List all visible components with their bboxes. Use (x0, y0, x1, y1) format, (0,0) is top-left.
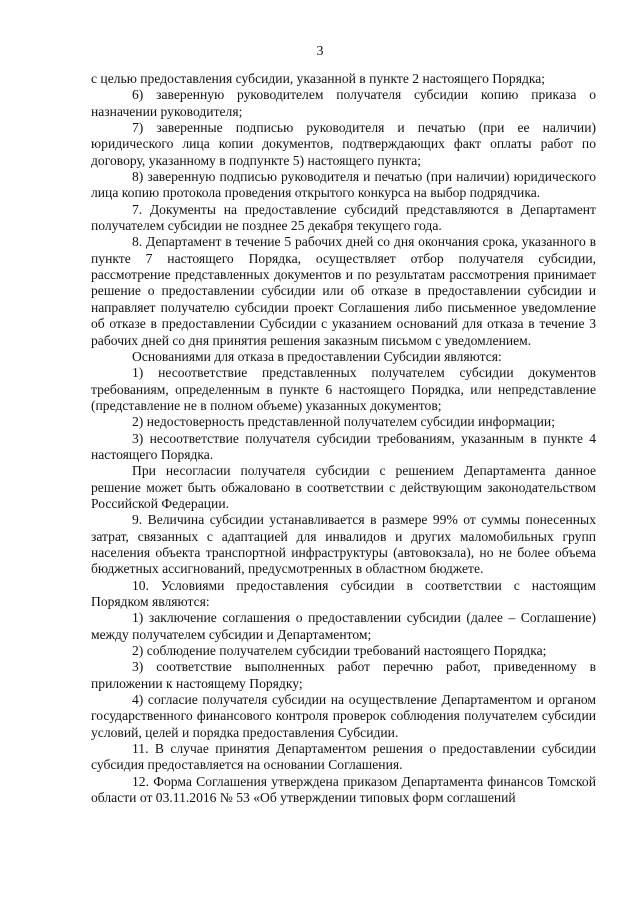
document-body (91, 71, 596, 806)
paragraph: 12. Форма Соглашения утверждена приказом Департамента финансов Томской области от 03.11.2016 № 53 «Об утверждении типовых форм соглашений (91, 773, 596, 806)
paragraph: 3) несоответствие получателя субсидии требованиям, указанным в пункте 4 настоящего Порядка. (91, 430, 596, 462)
paragraph: 1) несоответствие представленных получателем субсидии документов требованиям, определенным в пункте 6 настоящего Порядка, или непредставление (представление не в полном объеме) указанных документов; (91, 365, 596, 413)
paragraph: 9. Величина субсидии устанавливается в размере 99% от суммы понесенных затрат, связанных с адаптацией для инвалидов и других маломобильных групп населения объекта транспортной инфраструктуры (автовокзала), но не более объема бюджетных ассигнований, предусмотренных в областном бюджете. (91, 512, 596, 577)
paragraph: 6) заверенную руководителем получателя субсидии копию приказа о назначении руководителя; (91, 87, 596, 119)
paragraph: 11. В случае принятия Департаментом решения о предоставлении субсидии субсидия предоставляется на основании Соглашения. (91, 741, 596, 773)
paragraph: 8) заверенную подписью руководителя и печатью (при наличии) юридического лица копию протокола проведения открытого конкурса на выбор подрядчика. (91, 169, 596, 201)
paragraph: 4) согласие получателя субсидии на осуществление Департаментом и органом государственного финансового контроля проверок соблюдения получателем субсидии условий, целей и порядка предоставления Субсидии. (91, 692, 596, 740)
paragraph: 2) недостоверность представленной получателем субсидии информации; (132, 414, 555, 430)
paragraph: 7. Документы на предоставление субсидий представляются в Департамент получателем субсидии не позднее 25 декабря текущего года. (91, 201, 596, 234)
paragraph: с целью предоставления субсидии, указанной в пункте 2 настоящего Порядка; (91, 71, 546, 86)
paragraph: 7) заверенные подписью руководителя и печатью (при ее наличии) юридического лица копии документов, подтверждающих факт оплаты работ по договору, указанному в подпункте 5) настоящего пункта; (91, 120, 596, 168)
paragraph: 1) заключение соглашения о предоставлении субсидии (далее – Соглашение) между получателем субсидии и Департаментом; (91, 610, 596, 642)
paragraph: 10. Условиями предоставления субсидии в соответствии с настоящим Порядком являются: (91, 577, 596, 609)
paragraph: 3) соответствие выполненных работ перечню работ, приведенному в приложении к настоящему Порядку; (91, 659, 596, 691)
paragraph: 2) соблюдение получателем субсидии требований настоящего Порядка; (132, 643, 547, 659)
page-number: 3 (316, 44, 324, 59)
paragraph: При несогласии получателя субсидии с решением Департамента данное решение может быть обжаловано в соответствии с действующим законодательством Российской Федерации. (91, 463, 596, 511)
paragraph: 8. Департамент в течение 5 рабочих дней со дня окончания срока, указанного в пункте 7 настоящего Порядка, осуществляет отбор получателя субсидии, рассмотрение представленных документов и по результатам рассмотрения принимает решение о предоставлении субсидии или об отказе в предоставлении субсидии и направляет получателю субсидии проект Соглашения либо письменное уведомление об отказе в предоставлении Субсидии с указанием оснований для отказа в течение 3 рабочих дней со дня принятия решения заказным письмом с уведомлением. (91, 234, 596, 348)
paragraph: Основаниями для отказа в предоставлении Субсидии являются: (132, 348, 502, 364)
